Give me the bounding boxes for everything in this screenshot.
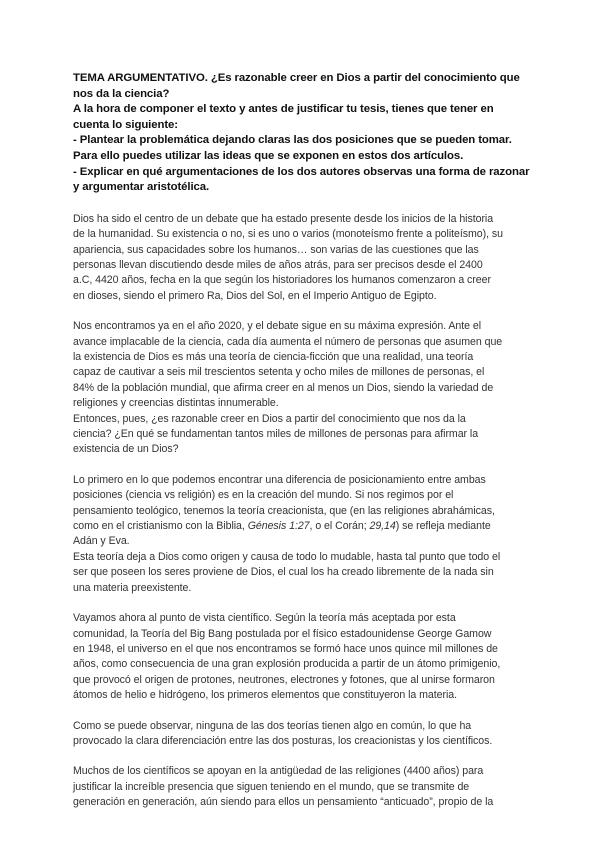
text-line: Vayamos ahora al punto de vista científico. Según la teoría más aceptada por esta xyxy=(73,612,456,625)
text-line: de la humanidad. Su existencia o no, si es uno o varios (monoteísmo frente a politeísmo), su xyxy=(73,228,503,241)
essay-body xyxy=(73,212,533,811)
text-line-with-citations xyxy=(73,519,533,534)
text-line: que provocó el origen de protones, neutrones, electrones y fotones, que al unirse formaron xyxy=(73,673,495,686)
header-line: - Explicar en qué argumentaciones de los dos autores observas una forma de razonar xyxy=(73,165,530,178)
text-line: la existencia de Dios es más una teoría de ciencia-ficción que una realidad, una teoría xyxy=(73,351,474,363)
paragraph-6 xyxy=(73,764,533,810)
text-line: pensamiento teológico, tenemos la teoría creacionista, que (en las religiones abrahámicas, xyxy=(73,504,495,517)
header-line: nos da la ciencia? xyxy=(73,87,170,100)
text-line: Esta teoría deja a Dios como origen y causa de todo lo mudable, hasta tal punto que todo el xyxy=(73,550,501,563)
header-line: TEMA ARGUMENTATIVO. ¿Es razonable creer en Dios a partir del conocimiento que xyxy=(73,72,520,84)
header-line: Para ello puedes utilizar las ideas que se exponen en estos dos artículos. xyxy=(73,149,464,162)
header-line: y argumentar aristotélica. xyxy=(73,181,210,194)
text-line: a.C, 4420 años, fecha en la que según los historiadores los humanos comenzaron a creer xyxy=(73,274,491,287)
citation-coran: 29,14 xyxy=(369,520,396,533)
text-line: religiones y creencias distintas innumerable. xyxy=(73,397,279,410)
text-line: provocado la clara diferenciación entre las dos posturas, los creacionistas y los científicos. xyxy=(73,734,493,747)
paragraph-4 xyxy=(73,611,533,703)
header-line: - Plantear la problemática dejando claras las dos posiciones que se pueden tomar. xyxy=(73,134,512,147)
text-line: existencia de un Dios? xyxy=(73,443,179,456)
text-line: justificar la increíble presencia que siguen teniendo en el mundo, que se transmite de xyxy=(73,780,470,793)
text-line: apariencia, sus capacidades sobre los humanos… son varias de las cuestiones que las xyxy=(73,243,479,256)
text-line: generación en generación, aún siendo para ellos un pensamiento “anticuado”, propio de la xyxy=(73,796,494,809)
text-line: en 1948, el universo en el que nos encontramos se formó hace unos quince mil millones de xyxy=(73,642,498,655)
paragraph-2 xyxy=(73,319,533,458)
text-line: personas llevan discutiendo desde miles de años atrás, para ser precisos desde el 2400 xyxy=(73,258,483,271)
text-line: comunidad, la Teoría del Big Bang postulada por el físico estadounidense George Gamow xyxy=(73,627,492,640)
text-fragment: como en el cristianismo con la Biblia, xyxy=(73,520,248,533)
text-line: Dios ha sido el centro de un debate que ha estado presente desde los inicios de la historia xyxy=(73,212,494,225)
text-fragment: , o el Corán; xyxy=(309,520,370,533)
text-line: Entonces, pues, ¿es razonable creer en Dios a partir del conocimiento que nos da la xyxy=(73,412,466,425)
text-line: Lo primero en lo que podemos encontrar una diferencia de posicionamiento entre ambas xyxy=(73,473,486,486)
paragraph-3 xyxy=(73,473,533,596)
paragraph-1 xyxy=(73,212,533,304)
citation-genesis: Génesis 1:27 xyxy=(247,520,310,533)
header-line: A la hora de componer el texto y antes de justificar tu tesis, tienes que tener en xyxy=(73,103,494,116)
header-line: cuenta lo siguiente: xyxy=(73,118,178,131)
text-line: posiciones (ciencia vs religión) es en la creación del mundo. Si nos regimos por el xyxy=(73,489,454,502)
text-line: en dioses, siendo el primero Ra, Dios del Sol, en el Imperio Antiguo de Egipto. xyxy=(73,289,437,302)
text-line: Nos encontramos ya en el año 2020, y el debate sigue en su máxima expresión. Ante el xyxy=(73,320,482,333)
text-fragment: ) se refleja mediante xyxy=(395,520,491,533)
text-line: Muchos de los científicos se apoyan en la antigüedad de las religiones (4400 años) para xyxy=(73,765,484,778)
text-line: átomos de helio e hidrógeno, los primeros elementos que constituyeron la materia. xyxy=(73,689,458,702)
text-line: años, como consecuencia de una gran explosión producida a partir de un átomo primigenio, xyxy=(73,658,501,671)
text-line: capaz de cautivar a seis mil trescientos setenta y ocho miles de millones de personas, el xyxy=(73,366,485,379)
text-line: ciencia? ¿En qué se fundamentan tantos miles de millones de personas para afirmar la xyxy=(73,428,479,441)
text-line: Adán y Eva. xyxy=(73,535,130,548)
paragraph-5 xyxy=(73,719,533,750)
assignment-header xyxy=(73,71,533,196)
text-line: Como se puede observar, ninguna de las dos teorías tienen algo en común, lo que ha xyxy=(73,719,472,732)
text-line: ser que poseen los seres proviene de Dios, el cual los ha creado libremente de la nada sin xyxy=(73,566,494,579)
document-content xyxy=(73,71,533,826)
text-line: 84% de la población mundial, que afirma creer en al menos un Dios, siendo la variedad de xyxy=(73,381,494,394)
text-line: una materia preexistente. xyxy=(73,581,192,594)
text-line: avance implacable de la ciencia, cada día aumenta el número de personas que asumen que xyxy=(73,335,503,348)
